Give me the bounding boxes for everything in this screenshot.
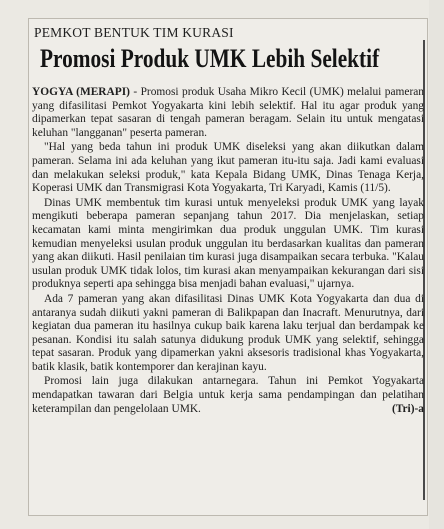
page-edge [429, 0, 444, 529]
paragraph-3: Dinas UMK membentuk tim kurasi untuk menyeleksi produk UMK yang layak mengikuti beberapa pameran sepanjang tahun 2017. Dia menjelaskan, setiap kecamatan kami minta mengirimkan dua produk unggulan UMK. Tim kurasi kemudian menyeleksi usulan produk unggulan itu berdasarkan kualitas dan pameran yang akan diikuti. Hasil penilaian tim kurasi juga disampaikan secara terbuka. "Kalau usulan produk UMK tidak lolos, tim kurasi akan menyampaikan kekurangan dari sisi produknya seperti apa sehingga bisa menjadi bahan evaluasi," ujarnya. [32, 196, 424, 291]
paragraph-5 [32, 375, 424, 416]
article-headline: Promosi Produk UMK Lebih Selektif [40, 44, 380, 73]
article-body [32, 86, 424, 417]
author-signature: (Tri)-a [391, 402, 424, 415]
paragraph-1-text: - Promosi produk Usaha Mikro Kecil (UMK) melalui pameran yang difasilitasi Pemkot Yogyakarta kini lebih selektif. Hal itu agar produk yang dipamerkan tepat sasaran di tengah pameran beragam. Selain itu untuk mengatasi keluhan "langganan" peserta pameran. [32, 86, 424, 139]
paragraph-1 [32, 86, 424, 140]
paragraph-2: "Hal yang beda tahun ini produk UMK diseleksi yang akan diikutkan dalam pameran. Selama ini ada keluhan yang ikut pameran itu-itu saja. Jadi kami evaluasi dan melakukan seleksi produk," kata Kepala Bidang UMK, Dinas Tenaga Kerja, Koperasi UMK dan Transmigrasi Kota Yogyakarta, Tri Karyadi, Kamis (11/5). [32, 141, 424, 195]
paragraph-4: Ada 7 pameran yang akan difasilitasi Dinas UMK Kota Yogyakarta dan dua di antaranya sudah diikuti yakni pameran di Balikpapan dan Inacraft. Menurutnya, dari kegiatan dua pameran itu hasilnya cukup baik karena laku terjual dan berdampak ke pesanan. Kondisi itu salah satunya didukung produk UMK yang selektif, sehingga tepat sasaran. Produk yang dipamerkan yakni aksesoris tradisional khas Yogyakarta, batik klasik, batik kontemporer dan kerajinan kayu. [32, 292, 424, 373]
paragraph-5-text: Promosi lain juga dilakukan antarnegara. Tahun ini Pemkot Yogyakarta mendapatkan tawaran dari Belgia untuk kerja sama pendampingan dan pelatihan keterampilan dan pengelolaan UMK. [32, 375, 424, 415]
dateline: YOGYA (MERAPI) [32, 86, 130, 98]
article-kicker: PEMKOT BENTUK TIM KURASI [34, 25, 234, 40]
